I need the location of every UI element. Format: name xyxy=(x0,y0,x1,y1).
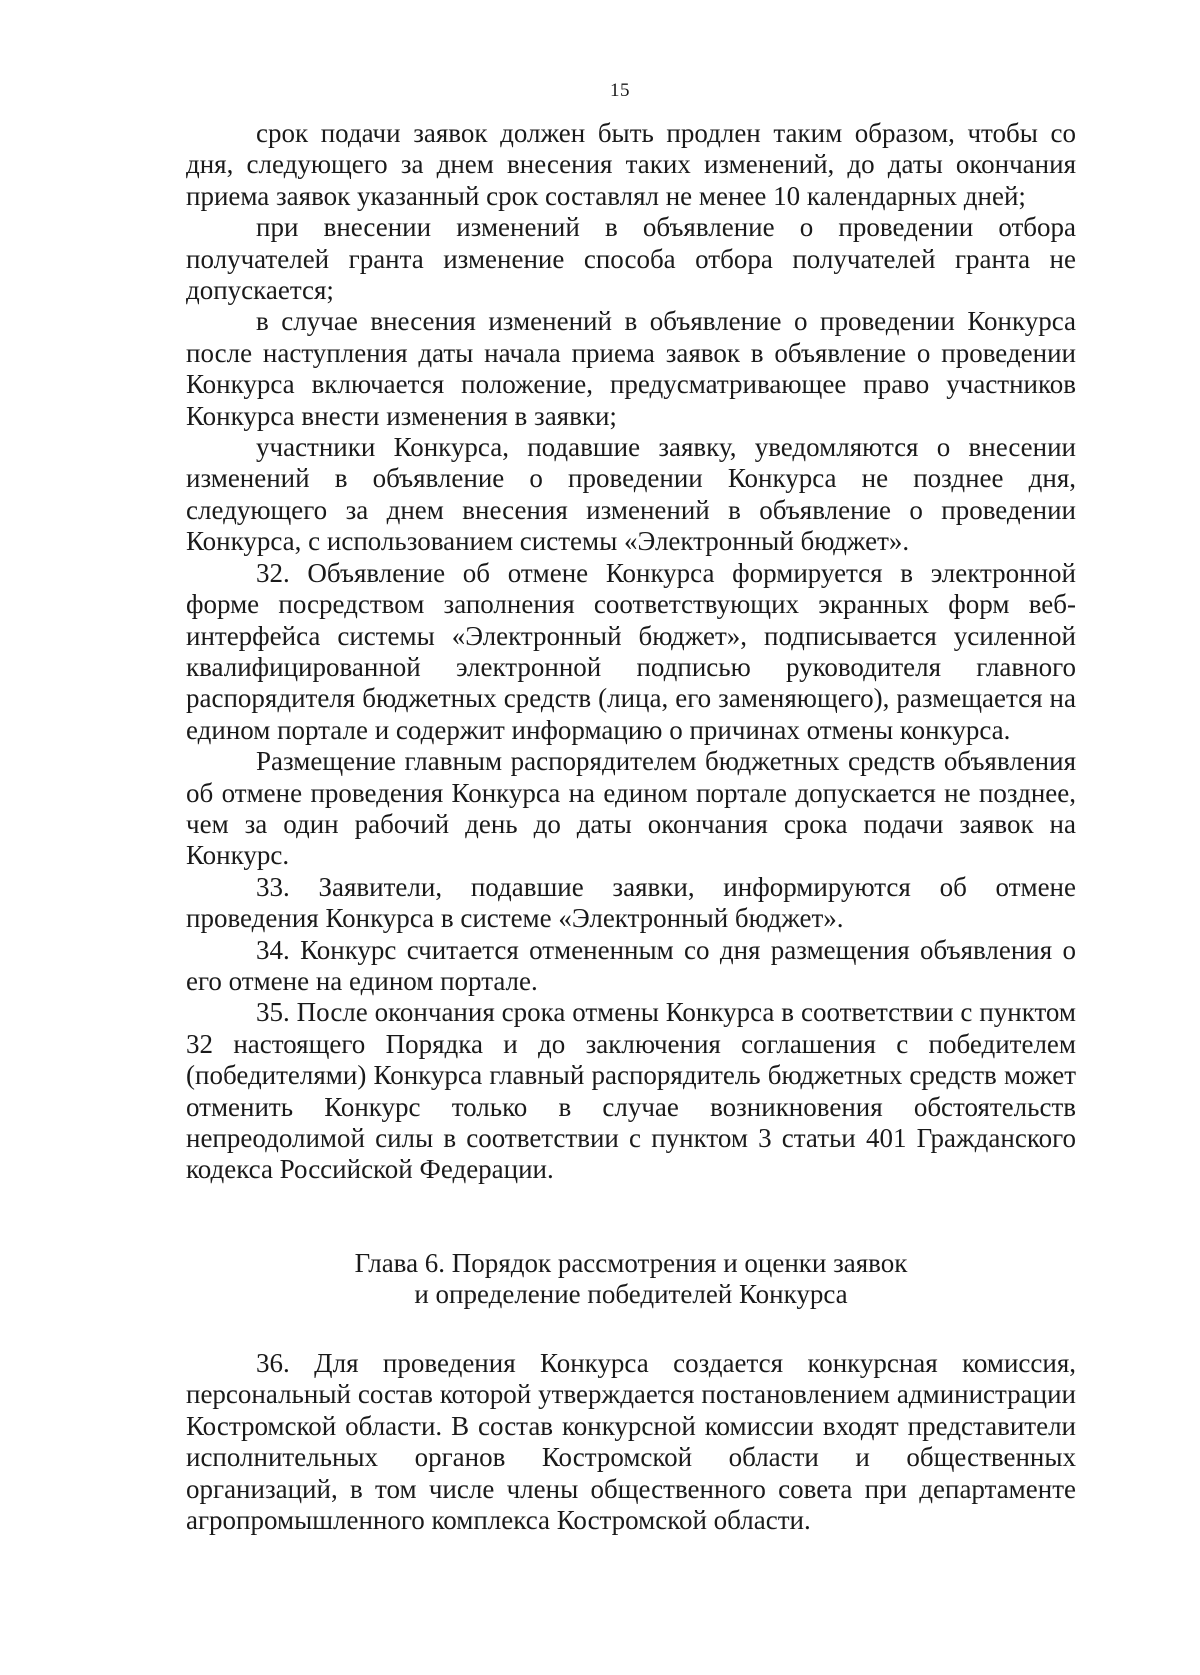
chapter-heading-line-1: Глава 6. Порядок рассмотрения и оценки заявок xyxy=(354,1248,908,1278)
document-body xyxy=(186,118,1076,1186)
paragraph-clause-33: 33. Заявители, подавшие заявки, информируются об отмене проведения Конкурса в системе «Электронный бюджет». xyxy=(186,871,1076,934)
paragraph: срок подачи заявок должен быть продлен таким образом, чтобы со дня, следующего за днем внесения таких изменений, до даты окончания приема заявок указанный срок составлял не менее 10 календарных дней; xyxy=(186,118,1076,211)
paragraph-clause-32: 32. Объявление об отмене Конкурса формируется в электронной форме посредством заполнения соответствующих экранных форм веб-интерфейса системы «Электронный бюджет», подписывается усиленной квалифицированной электронной подписью руководителя главного распорядителя бюджетных средств (лица, его заменяющего), размещается на едином портале и содержит информацию о причинах отмены конкурса. xyxy=(186,557,1076,745)
paragraph: Размещение главным распорядителем бюджетных средств объявления об отмене проведения Конкурса на едином портале допускается не позднее, чем за один рабочий день до даты окончания срока подачи заявок на Конкурс. xyxy=(186,746,1076,871)
paragraph-clause-34: 34. Конкурс считается отмененным со дня размещения объявления о его отмене на едином портале. xyxy=(186,934,1076,996)
chapter-heading-line-2: и определение победителей Конкурса xyxy=(414,1279,848,1310)
paragraph: при внесении изменений в объявление о проведении отбора получателей гранта изменение способа отбора получателей гранта не допускается; xyxy=(186,212,1076,306)
paragraph: в случае внесения изменений в объявление о проведении Конкурса после наступления даты начала приема заявок в объявление о проведении Конкурса включается положение, предусматривающее право участников Конкурса внести изменения в заявки; xyxy=(186,306,1076,431)
page-number: 15 xyxy=(610,80,630,101)
paragraph-clause-35: 35. После окончания срока отмены Конкурса в соответствии с пунктом 32 настоящего Порядка и до заключения соглашения с победителем (победителями) Конкурса главный распорядитель бюджетных средств может отменить Конкурс только в случае возникновения обстоятельств непреодолимой силы в соответствии с пунктом 3 статьи 401 Гражданского кодекса Российской Федерации. xyxy=(186,997,1076,1185)
paragraph-clause-36: 36. Для проведения Конкурса создается конкурсная комиссия, персональный состав которой утверждается постановлением администрации Костромской области. В состав конкурсной комиссии входят представители исполнительных органов Костромской области и общественных организаций, в том числе члены общественного совета при департаменте агропромышленного комплекса Костромской области. xyxy=(186,1348,1076,1536)
paragraph: участники Конкурса, подавшие заявку, уведомляются о внесении изменений в объявление о проведении Конкурса не позднее дня, следующего за днем внесения изменений в объявление о проведении Конкурса, с использованием системы «Электронный бюджет». xyxy=(186,432,1076,557)
document-body-continued xyxy=(186,1348,1076,1536)
chapter-heading xyxy=(186,1248,1076,1311)
